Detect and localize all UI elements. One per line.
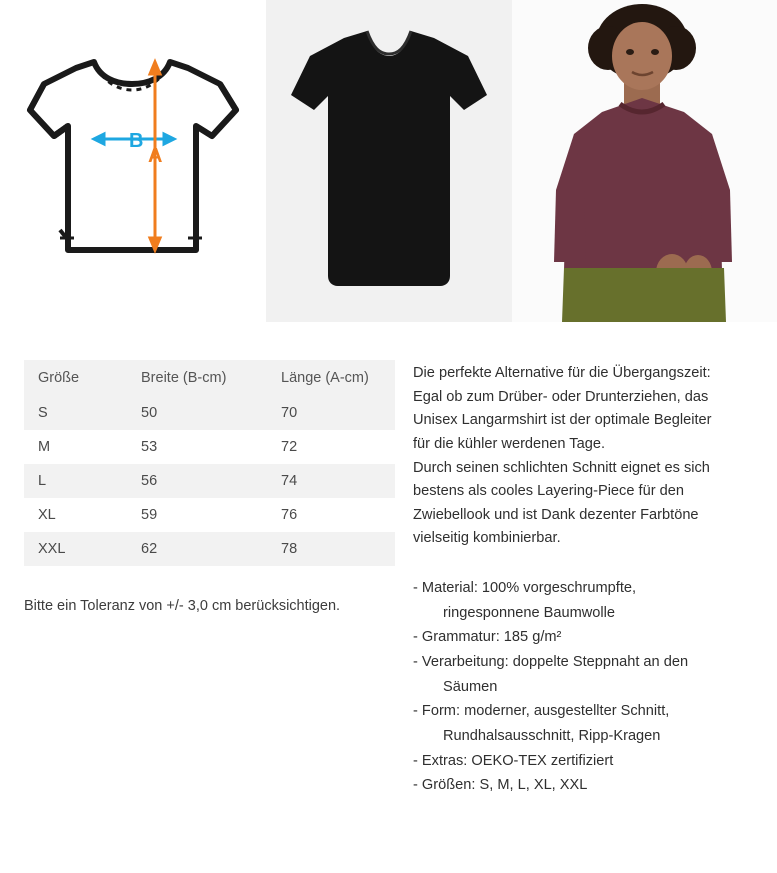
model-photo-cell — [512, 0, 777, 322]
header-width: Breite (B-cm) — [127, 360, 267, 396]
shirt-technical-drawing-icon — [0, 0, 266, 322]
description-line: Die perfekte Alternative für die Übergangszeit: — [413, 365, 711, 381]
description-line: Durch seinen schlichten Schnitt eignet es sich — [413, 459, 710, 476]
product-description — [413, 362, 763, 551]
cell-length: 76 — [267, 498, 395, 532]
product-specs-list — [413, 577, 763, 798]
cell-size: XXL — [24, 532, 127, 566]
cell-width: 56 — [127, 464, 267, 498]
table-row — [24, 532, 395, 566]
cell-length: 78 — [267, 532, 395, 566]
flat-product-photo-cell — [266, 0, 512, 322]
spec-item: - Grammatur: 185 g/m² — [413, 629, 562, 646]
description-line: bestens als cooles Layering-Piece für den — [413, 483, 684, 500]
table-row — [24, 498, 395, 532]
description-column — [413, 362, 763, 799]
cell-width: 50 — [127, 396, 267, 430]
cell-size: L — [24, 464, 127, 498]
table-row — [24, 430, 395, 464]
cell-size: XL — [24, 498, 127, 532]
header-size: Größe — [24, 360, 127, 396]
size-table-header-row — [24, 360, 395, 396]
header-length: Länge (A-cm) — [267, 360, 395, 396]
description-line: für die kühler werdenen Tage. — [413, 435, 606, 452]
cell-size: M — [24, 430, 127, 464]
cell-width: 59 — [127, 498, 267, 532]
size-table — [24, 360, 395, 566]
spec-item: - Größen: S, M, L, XL, XXL — [413, 777, 588, 794]
spec-item: - Verarbeitung: doppelte Steppnaht an den — [413, 654, 689, 671]
spec-item-continuation: Rundhalsausschnitt, Ripp-Kragen — [443, 727, 661, 744]
table-row — [24, 396, 395, 430]
description-line: Unisex Langarmshirt ist der optimale Begleiter — [413, 412, 712, 429]
spec-item: - Extras: OEKO-TEX zertifiziert — [413, 752, 614, 769]
length-label-a: A — [148, 145, 163, 167]
spec-item: - Form: moderner, ausgestellter Schnitt, — [413, 703, 670, 720]
product-details-section — [0, 322, 777, 873]
cell-size: S — [24, 396, 127, 430]
cell-width: 62 — [127, 532, 267, 566]
description-line: vielseitig kombinierbar. — [413, 530, 561, 547]
tolerance-note: Bitte ein Toleranz von +/- 3,0 cm berücksichtigen. — [24, 598, 341, 614]
width-label-b: B — [129, 130, 144, 152]
size-chart-column — [24, 360, 395, 618]
table-row — [24, 464, 395, 498]
cell-length: 70 — [267, 396, 395, 430]
black-longsleeve-shirt-image — [266, 0, 512, 322]
product-image-row — [0, 0, 777, 322]
cell-width: 53 — [127, 430, 267, 464]
spec-item-continuation: Säumen — [443, 678, 498, 695]
model-wearing-shirt-image — [512, 0, 777, 322]
description-line: Zwiebellook und ist Dank dezenter Farbtöne — [413, 506, 699, 523]
spec-item: - Material: 100% vorgeschrumpfte, — [413, 580, 637, 597]
spec-item-continuation: ringesponnene Baumwolle — [443, 604, 615, 621]
description-line: Egal ob zum Drüber- oder Drunterziehen, das — [413, 388, 709, 405]
technical-drawing-cell — [0, 0, 266, 322]
cell-length: 72 — [267, 430, 395, 464]
cell-length: 74 — [267, 464, 395, 498]
